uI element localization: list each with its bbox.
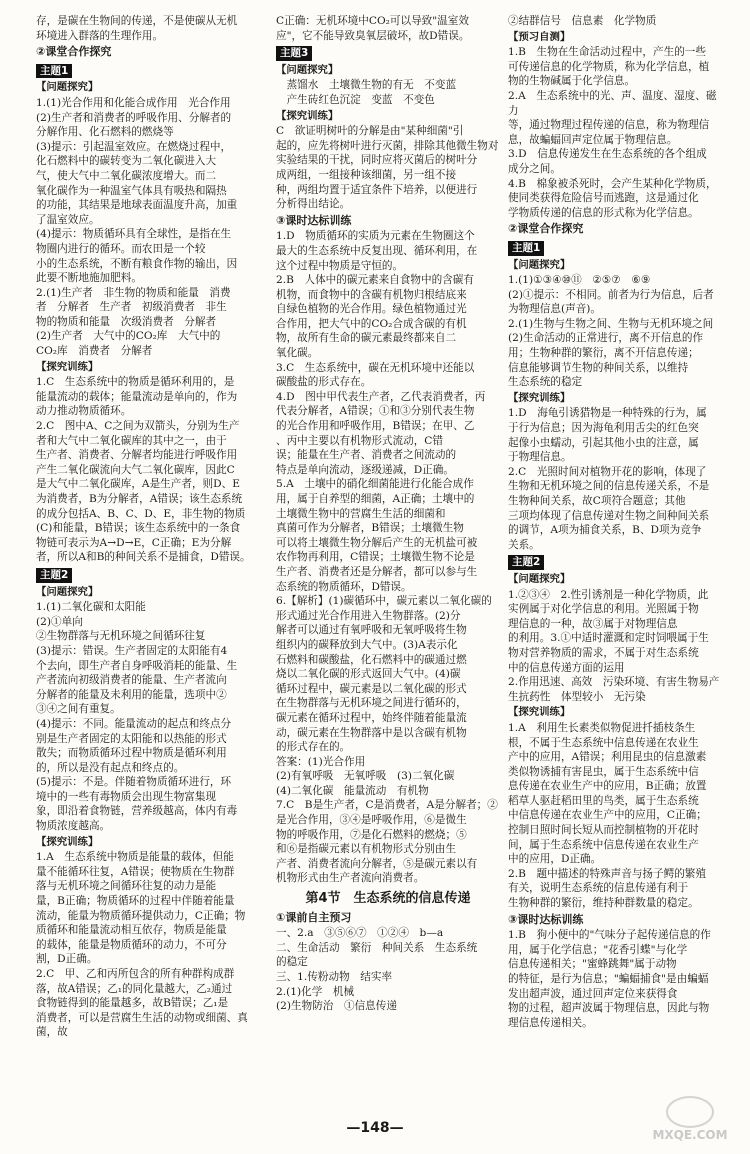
text-line: 能量流动的载体；能量流动是单向的，作为 (36, 390, 238, 403)
text-line: (3)提示：错误。生产者固定的太阳能有4 (36, 644, 228, 657)
text-line: 中的信息传递方面的运用 (508, 661, 625, 674)
topic-row (276, 43, 500, 62)
text-line: CO₂库 消费者 分解者 (36, 345, 153, 358)
subsection-label: 【预习自测】 (508, 30, 571, 43)
text-line: (4)提示：不同。能量流动的起点和终点分 (36, 717, 232, 730)
text-line: 用，属于化学信息；"花香引蝶"与化学 (508, 943, 688, 956)
text-line: 种，两组均置于适宜条件下培养，以便进行 (276, 183, 478, 196)
text-line: 分解者的能量及未利用的能量，选项中② (36, 688, 227, 701)
text-line: 成两组，一组接种该细菌，另一组不接 (276, 168, 457, 181)
text-line: 关系。 (508, 538, 540, 551)
text-line: 二、生命活动 繁衍 种间关系 生态系统 (276, 941, 478, 954)
text-line: 化石燃料中的碳转变为二氧化碳进入大 (36, 155, 217, 168)
text-line: 量，B正确；物质循环的过程中伴随着能量 (36, 895, 235, 908)
watermark-seal-icon (666, 1096, 714, 1128)
text-line: 应"，它不能导致臭氧层破坏，故D错误。 (276, 29, 470, 42)
text-line: 环境进入群落的生理作用。 (36, 29, 164, 42)
text-line: 理信息的一种，故③属于对物理信息 (508, 617, 678, 630)
text-line: 用，属于自养型的细菌，A正确；土壤中的 (276, 493, 475, 505)
text-line: 1.D 物质循环的实质为元素在生物圈这个 (276, 230, 475, 243)
text-line: 真菌可作为分解者，B错误；土壤微生物 (276, 522, 464, 535)
watermark-text: MXQE.COM (652, 1128, 728, 1142)
text-line: 1.D 海龟引诱猎物是一种特殊的行为，属 (508, 407, 707, 420)
text-line: 1.C 生态系统中的物质是循环利用的，是 (36, 376, 235, 389)
subsection-label: 【探究训练】 (276, 109, 339, 122)
text-line: 动，碳元素在生物群落中是以含碳有机物 (276, 726, 467, 739)
subsection-label: 【探究训练】 (36, 835, 99, 848)
text-line: 信息传递相关；"蜜蜂跳舞"属于动物 (508, 958, 677, 971)
text-line: 1.B 狗小便中的"气味分子起传递信息的作 (508, 929, 711, 942)
text-line: 1.(1)二氧化碳和太阳能 (36, 601, 146, 614)
text-line: 的功能，其结果是地球表面温度升高，加重 (36, 199, 238, 212)
subsection-label: 【问题探究】 (36, 585, 99, 598)
text-line: 1.A 生态系统中物质是能量的载体，但能 (36, 851, 234, 864)
text-line: (2)有氧呼吸 无氧呼吸 (3)二氧化碳 (276, 770, 455, 783)
text-line: 气，使大气中二氧化碳浓度增大。而二 (36, 169, 217, 182)
text-line: 控制日照时间长短从而控制植物的开花时 (508, 824, 699, 837)
text-line: 分析得出结论。 (276, 198, 351, 211)
text-line: 者，所以A和B的种间关系不是捕食，D错误。 (36, 551, 251, 564)
text-line: 这个过程中物质是守恒的。 (276, 259, 404, 272)
text-line: (2)①单向 (36, 615, 83, 628)
text-line: 1.(1)光合作用和化能合成作用 光合作用 (36, 96, 231, 109)
text-line: 形式通过光合作用进入生物群落。(2)分 (276, 609, 461, 622)
text-line: 割，D正确。 (36, 953, 98, 966)
text-line: 的形式存在的。 (276, 741, 351, 754)
text-line: ③④之间有重复。 (36, 703, 121, 716)
text-line: 物的过程，超声波属于物理信息，因此与物 (508, 1002, 710, 1015)
text-line: 4.D 图中甲代表生产者，乙代表消费者，丙 (276, 390, 486, 403)
text-line: ②结群信号 信息素 化学物质 (508, 15, 657, 27)
watermark-logo (644, 1096, 736, 1142)
subsection-label: 【问题探究】 (508, 258, 571, 271)
text-line: 1.(1)①③④⑩⑪ ②⑤⑦ ⑥⑨ (508, 274, 651, 287)
text-line: 产中的应用，A错误；利用昆虫的信息激素 (508, 751, 707, 764)
text-line: 1.②③④ 2.性引诱剂是一种化学物质，此 (508, 588, 709, 601)
text-line: (C)和能量，B错误；该生态系统中的一条食 (36, 522, 241, 535)
text-line: 可传递信息的化学物质，称为化学信息，植 (508, 60, 710, 73)
text-line: 特点是单向流动，逐级递减，D正确。 (276, 463, 454, 476)
text-line: (2)①提示：不相同。前者为行为信息，后者 (508, 288, 714, 301)
text-line: 学物质传递的信息的形式称为化学信息。 (508, 206, 699, 219)
text-line: 是光合作用，③④是呼吸作用，⑥是微生 (276, 814, 467, 827)
text-line: 者 分解者 生产者 初级消费者 非生 (36, 301, 227, 314)
text-line: 一、2.a ③⑤⑥⑦ ①②④ b—a (276, 927, 444, 940)
text-line: (2)生物防治 ①信息传递 (276, 1000, 397, 1013)
text-line: 中的应用，D正确。 (508, 853, 602, 866)
text-line: 使同类获得危险信号而逃跑，这是通过化 (508, 192, 699, 205)
text-line: 息，故蝙蝠回声定位属于物理信息。 (508, 133, 678, 146)
text-line: 小的生态系统，不断有粮食作物的输出，因 (36, 257, 238, 270)
text-line: 、丙中主要以有机物形式流动，C错 (276, 434, 444, 447)
text-line: 此要不断地施加肥料。 (36, 272, 142, 285)
text-line: 食物链得到的能量越多，故B错误；乙₁是 (36, 997, 229, 1010)
text-line: 分解作用、化石燃料的燃烧等 (36, 126, 174, 139)
text-line: 机物形式由生产者流向消费者。 (276, 872, 425, 885)
text-line: (5)提示：不是。伴随着物质循环进行，环 (36, 776, 232, 789)
text-line: 3.D 信息传递发生在生态系统的各个组成 (508, 148, 707, 161)
topic-badge: 主题2 (508, 555, 544, 570)
text-line: 息传递在农业生产中的应用，B正确；放置 (508, 780, 707, 793)
text-line: 氧化碳作为一种温室气体具有吸热和隔热 (36, 184, 227, 197)
text-line: 生物种群的繁衍，维持种群数量的稳定。 (508, 897, 699, 910)
text-line: 流动，能量为物质循环提供动力，C正确；物 (36, 909, 246, 922)
text-line: 生物和无机环境之间的信息传递关系，不是 (508, 480, 710, 493)
text-line: 发出超声波，通过回声定位来获得食 (508, 987, 678, 1000)
topic-badge: 主题3 (276, 46, 312, 61)
text-line: 生态系统的稳定 (508, 376, 583, 389)
chapter-title: 第4节 生态系统的信息传递 (305, 891, 471, 907)
text-line: 氧化碳。 (276, 347, 319, 360)
text-line: 烧以二氧化碳的形式返回大气中。(4)碳 (276, 668, 461, 681)
text-line: 碳元素在循环过程中，始终伴随着能量流 (276, 711, 467, 724)
text-line: 质循环和能量流动相互依存，物质是能量 (36, 924, 227, 937)
topic-row (36, 61, 268, 80)
text-line: 产生二氧化碳流向大气二氧化碳库，因此C (36, 463, 235, 476)
text-line: 散失；而物质循环过程中物质是循环利用 (36, 747, 227, 760)
text-line: 的载体，能量是物质循环的动力，不可分 (36, 938, 227, 951)
text-line: 起像小虫蠕动，引起其他小虫的注意，属 (508, 436, 699, 449)
text-line: C正确：无机环境中CO₂可以导致"温室效 (276, 15, 469, 27)
text-line: 物的物质和能量 次级消费者 分解者 (36, 315, 217, 328)
text-line: 4.B 棉象被杀死时，会产生某种化学物质， (508, 177, 717, 190)
subsection-label: 【问题探究】 (276, 63, 339, 76)
section-heading: ②课堂合作探究 (508, 222, 584, 236)
text-line: 2.B 人体中的碳元素来自食物中的含碳有 (276, 274, 474, 287)
column-left (36, 14, 268, 1040)
text-line: 物，故所有生命的碳元素最终都来自二 (276, 332, 457, 345)
text-line: 态系统的物质循环，D错误。 (276, 580, 412, 593)
text-line: (4)二氧化碳 能量流动 有机物 (276, 784, 429, 797)
text-line: 解者可以通过有氧呼吸和无氧呼吸将生物 (276, 624, 467, 637)
text-line: 于行为信息；因为海龟利用舌尖的红色突 (508, 422, 699, 435)
text-line: 动力推动物质循环。 (36, 405, 132, 418)
text-line: 代表分解者，A错误；①和③分别代表生物 (276, 405, 475, 418)
text-line: 有关，说明生态系统的信息传递有利于 (508, 882, 689, 895)
text-line: 2.(1)生产者 非生物的物质和能量 消费 (36, 286, 231, 299)
text-line: 三、1.传粉动物 结实率 (276, 971, 393, 983)
text-line: 物的生物碱属于化学信息。 (508, 75, 636, 88)
text-line: 答案：(1)光合作用 (276, 755, 366, 768)
text-line: 在生物群落与无机环境之间进行循环的， (276, 697, 467, 710)
text-line: (4)提示：物质循环具有全球性，是指在生 (36, 228, 232, 241)
text-line: 合作用，把大气中的CO₂合成含碳的有机 (276, 317, 467, 330)
text-line: 落与无机环境之间循环往复的动力是能 (36, 880, 217, 893)
text-line: (3)提示：引起温室效应。在燃烧过程中， (36, 140, 232, 153)
text-line: 为消费者，B为分解者，A错误；该生态系统 (36, 493, 243, 505)
text-line: 落，故A错误；乙₁的同化量越大，乙₂通过 (36, 982, 233, 995)
text-line: 的光合作用和呼吸作用，B错误；在甲、乙 (276, 420, 475, 433)
text-line: 实验结果的干扰，同时应将灭菌后的树叶分 (276, 154, 478, 167)
topic-badge: 主题1 (508, 241, 544, 256)
text-line: 的，所以是没有起点和终点的。 (36, 761, 185, 774)
text-line: 中信息传递在农业生产中的应用，C正确； (508, 809, 707, 822)
subsection-label: 【探究训练】 (508, 391, 571, 404)
topic-row (508, 238, 722, 257)
text-line: 的特征，是行为信息；"蝙蝠捕食"是由蝙蝠 (508, 973, 709, 985)
column-middle (276, 14, 500, 1014)
text-line: 物圈内进行的循环。而农田是一个较 (36, 242, 206, 255)
text-line: 于物理信息。 (508, 451, 572, 464)
section-heading: ①课前自主预习 (276, 910, 352, 924)
text-line: 机物，而食物中的含碳有机物归根结底来 (276, 288, 467, 301)
text-line: 境中的一些有毒物质会出现生物富集现 (36, 790, 217, 803)
text-line: 1.B 生物在生命活动过程中，产生的一些 (508, 46, 706, 59)
text-line: 三项均体现了信息传递对生物之间种间关系 (508, 509, 710, 522)
text-line: 生物种间关系，故C项符合题意；其他 (508, 495, 686, 507)
text-line: 2.A 生态系统中的光、声、温度、湿度、磁力 (508, 89, 717, 117)
text-line: 根，不属于生态系统中信息传递在农业生 (508, 736, 699, 749)
text-line: 成分之间。 (508, 162, 561, 175)
text-line: 1.A 利用生长素类似物促进扦插枝条生 (508, 721, 696, 734)
column-right (508, 14, 722, 1030)
text-line: 最大的生态系统中反复出现、循环利用，在 (276, 244, 478, 257)
text-line: 5.A 土壤中的硝化细菌能进行化能合成作 (276, 478, 474, 491)
section-heading: ③课时达标训练 (276, 213, 352, 227)
text-line: 实例属于对化学信息的利用。光照属于物 (508, 603, 699, 616)
text-line: 3.C 生态系统中，碳在无机环境中还能以 (276, 361, 475, 374)
text-line: 物对营养物质的需求，不属于对生态系统 (508, 646, 699, 659)
section-heading: ③课时达标训练 (508, 912, 584, 926)
text-line: 别是生产者固定的太阳能和以热能的形式 (36, 732, 227, 745)
text-line: 的利用。3.①中适时灌溉和定时饲喂属于生 (508, 632, 709, 645)
text-line: 可以将土壤微生物分解后产生的无机盐可被 (276, 536, 478, 549)
text-line: 物链可表示为A→D→E，C正确；E为分解 (36, 536, 232, 549)
text-line: 起的，应先将树叶进行灭菌，排除其他微生物对 (276, 139, 499, 152)
text-line: 类似物诱捕有害昆虫，属于生态系统中信 (508, 765, 699, 778)
text-line: 组织内的碳释放到大气中。(3)A表示化 (276, 638, 458, 651)
text-line: 2.(1)化学 机械 (276, 985, 355, 998)
text-line: C 欲证明树叶的分解是由"某种细菌"引 (276, 125, 464, 138)
text-line: 产者流向初级消费者的能量、生产者流向 (36, 674, 227, 687)
topic-badge: 主题2 (36, 568, 72, 583)
text-line: (2)生产者和消费者的呼吸作用、分解者的 (36, 111, 232, 124)
text-line: 存，是碳在生物间的传递，不是使碳从无机 (36, 15, 238, 27)
text-line: 用；生物种群的繁衍，离不开信息传递； (508, 347, 699, 360)
text-line: 信息能够调节生物的种间关系，以维持 (508, 361, 689, 374)
text-line: 循环过程中，碳元素是以二氧化碳的形式 (276, 682, 467, 695)
subsection-label: 【探究训练】 (508, 706, 571, 719)
text-line: (2)生命活动的正常进行，离不开信息的作 (508, 332, 704, 345)
text-line: 理信息传递相关。 (508, 1016, 593, 1029)
text-line: 的成分包括A、B、C、D、E，非生物的物质 (36, 507, 246, 520)
text-line: 蒸馏水 土壤微生物的有无 不变蓝 (276, 79, 457, 92)
text-line: 的调节，A项为捕食关系，B、D项为竞争 (508, 524, 702, 537)
text-line: 2.(1)生物与生物之间、生物与无机环境之间 (508, 317, 714, 330)
text-line: 物的呼吸作用，⑦是化石燃料的燃烧；⑤ (276, 828, 467, 841)
text-line: 产生砖红色沉淀 变蓝 不变色 (276, 93, 435, 106)
subsection-label: 【问题探究】 (508, 572, 571, 585)
text-line: 生产者、消费者还是分解者，都可以参与生 (276, 565, 478, 578)
text-line: 者和大气中二氧化碳库的其中之一，由于 (36, 434, 227, 447)
text-line: 误；能量在生产者、消费者之间流动的 (276, 449, 457, 462)
text-line: 为物理信息(声音)。 (508, 303, 602, 316)
subsection-label: 【探究训练】 (36, 360, 99, 373)
text-line: 2.C 甲、乙和丙所包含的所有种群构成群 (36, 968, 235, 980)
text-line: 6.【解析】(1)碳循环中，碳元素以二氧化碳的 (276, 595, 492, 608)
text-line: 生产者、消费者、分解者均能进行呼吸作用 (36, 449, 238, 462)
text-line: 2.作用迅速、高效 污染环境、有害生物易产 (508, 676, 720, 689)
text-line: 自绿色植物的光合作用。绿色植物通过光 (276, 303, 467, 316)
subsection-label: 【问题探究】 (36, 81, 99, 94)
text-line: (2)生产者 大气中的CO₂库 大气中的 (36, 330, 221, 343)
text-line: 了温室效应。 (36, 213, 100, 226)
page-number: —148— (346, 1120, 404, 1136)
section-heading: ②课堂合作探究 (36, 45, 112, 59)
text-line: 的稳定 (276, 956, 308, 969)
text-line: 2.C 图中A、C之间为双箭头，分别为生产 (36, 420, 240, 433)
text-line: 稻草人驱赶稻田里的鸟类，属于生态系统 (508, 794, 699, 807)
text-line: 消费者，可以是营腐生生活的动物或细菌、真菌，故 (36, 1011, 248, 1039)
text-line: 个去向，即生产者自身呼吸消耗的能量、生 (36, 659, 238, 672)
text-line: 生抗药性 体型较小 无污染 (508, 690, 646, 703)
text-line: 2.B 题中描述的特殊声音与扬子鳄的繁殖 (508, 867, 706, 880)
text-line: 象，即沿着食物链，营养级越高，体内有毒 (36, 805, 238, 818)
text-line: 量不能循环往复，A错误；使物质在生物群 (36, 865, 235, 878)
text-line: 碳酸盐的形式存在。 (276, 376, 372, 389)
text-line: 土壤微生物中的营腐生生活的细菌和 (276, 507, 446, 520)
topic-row (36, 565, 268, 584)
text-line: 等，通过物理过程传递的信息，称为物理信 (508, 119, 710, 132)
text-line: 和⑥是指碳元素以有机物形式分别由生 (276, 843, 457, 856)
text-line: 7.C B是生产者，C是消费者，A是分解者；② (276, 799, 498, 812)
text-line: 产者、消费者流向分解者，⑤是碳元素以有 (276, 857, 478, 870)
topic-row (508, 552, 722, 571)
text-line: 2.C 光照时间对植物开花的影响，体现了 (508, 465, 707, 478)
text-line: 石燃料和碳酸盐，化石燃料中的碳通过燃 (276, 653, 467, 666)
text-line: 物质浓度越高。 (36, 820, 111, 833)
text-line: 间，属于生态系统中信息传递在农业生产 (508, 838, 699, 851)
topic-badge: 主题1 (36, 64, 72, 79)
text-line: 农作物再利用，C错误；土壤微生物不论是 (276, 551, 475, 564)
text-line: ②生物群落与无机环境之间循环往复 (36, 630, 206, 643)
text-line: 是大气中二氧化碳库，A是生产者，则D、E (36, 478, 240, 491)
